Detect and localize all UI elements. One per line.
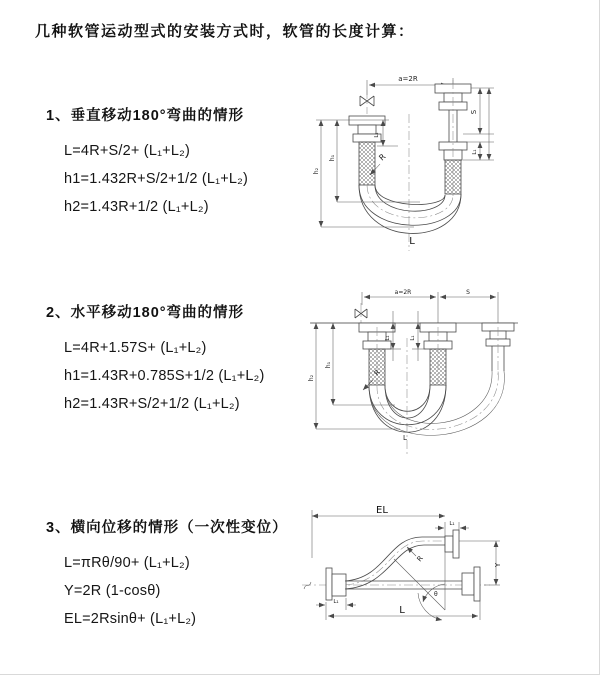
dim-theta-label: θ [434,591,438,598]
section-2 [46,301,265,418]
dim-l1-a-label: L₁ [385,335,391,341]
formula-L: L=πRθ/90+ (L₁+L₂) [64,555,190,571]
section-1 [46,104,248,221]
displaced-flange [445,530,459,558]
valve-icon [360,90,374,114]
dim-a2r-label: a=2R [394,289,412,296]
dim-h2-label: h₂ [313,167,320,175]
dim-h1-label: h₁ [325,361,332,369]
left-flange-assembly [349,116,388,185]
lateral-displacement-drawing [298,498,600,658]
dim-r-label: R [415,554,425,564]
dim-a2r-label: a=2R [398,75,418,83]
hose-u-bend-original [369,385,446,432]
section-1-heading: 1、垂直移动180°弯曲的情形 [46,108,245,124]
formula-L: L=4R+1.57S+ (L₁+L₂) [64,340,207,356]
formula-h1: h1=1.43R+0.785S+1/2 (L₁+L₂) [64,368,265,384]
dim-l1-b-label: L₁ [410,335,416,341]
formula-EL: EL=2Rsinθ+ (L₁+L₂) [64,611,197,627]
diagram-horizontal-180-bend [305,283,600,473]
dim-r-label: R [372,368,382,378]
vertical-bend-drawing [308,68,600,263]
dim-s-label: S [470,109,478,115]
horizontal-bend-drawing [305,283,600,468]
left-flange [326,568,346,600]
diagram-lateral-displacement [298,498,600,663]
section-3-heading: 3、横向位移的情形（一次性变位） [46,520,288,536]
dim-h2-label: h₂ [308,374,315,382]
dim-l1-left-label: L₁ [374,132,380,138]
valve-icon [355,303,367,323]
formula-h2: h2=1.43R+S/2+1/2 (L₁+L₂) [64,396,240,412]
diagram-vertical-180-bend [308,68,600,268]
dim-r-label: R [377,152,388,163]
centerline-break-icon [304,582,311,589]
section-2-heading: 2、水平移动180°弯曲的情形 [46,305,245,321]
formula-h1: h1=1.432R+S/2+1/2 (L₁+L₂) [64,171,249,187]
formula-Y: Y=2R (1-cosθ) [64,583,161,599]
right-flange-assembly [482,323,514,378]
right-flange-original [462,567,480,601]
page-title: 几种软管运动型式的安装方式时，软管的长度计算： [35,23,415,40]
dim-l-label: L [399,605,405,616]
formula-L: L=4R+S/2+ (L₁+L₂) [64,143,190,159]
dim-l1-right-label: L₁ [472,149,478,155]
dim-l-label: L [403,434,407,442]
right-flange-assembly [435,80,471,198]
middle-flange-assembly [420,323,456,385]
dim-s-label: S [466,289,470,296]
dim-h1-label: h₁ [329,154,336,162]
dim-y-label: Y [494,562,502,568]
dim-el-label: EL [376,505,388,516]
dim-l1-bottom-label: L₁ [333,599,339,605]
formula-h2: h2=1.43R+1/2 (L₁+L₂) [64,199,209,215]
dim-l1-top-label: L₁ [449,521,455,527]
section-3 [46,516,288,633]
dim-l-label: L [409,236,415,247]
